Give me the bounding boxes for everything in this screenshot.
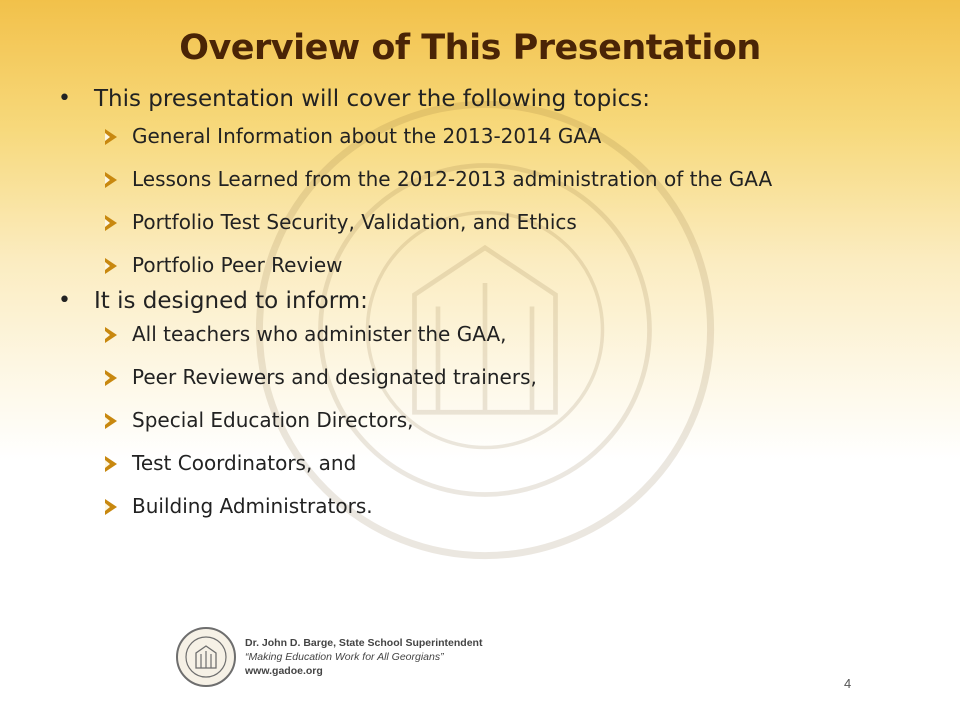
arrow-bullet-icon — [105, 413, 117, 429]
list-item: Building Administrators. — [105, 492, 916, 521]
arrow-bullet-icon — [105, 129, 117, 145]
list-item: General Information about the 2013-2014 GAA — [105, 122, 916, 151]
bullet-dot-icon: • — [58, 86, 71, 111]
website-link[interactable]: www.gadoe.org — [245, 665, 323, 677]
arrow-bullet-icon — [105, 327, 117, 343]
list-item: Lessons Learned from the 2012-2013 administration of the GAA — [105, 165, 916, 194]
audience-list — [56, 320, 916, 521]
topics-heading: This presentation will cover the following topics: — [94, 86, 650, 112]
slide-content — [56, 82, 916, 535]
list-item: Test Coordinators, and — [105, 449, 916, 478]
arrow-bullet-icon — [105, 258, 117, 274]
motto-line: “Making Education Work for All Georgians” — [245, 651, 444, 663]
list-item: Special Education Directors, — [105, 406, 916, 435]
footer-text — [245, 636, 495, 678]
arrow-bullet-icon — [105, 215, 117, 231]
list-item: Portfolio Test Security, Validation, and Ethics — [105, 208, 916, 237]
slide-title: Overview of This Presentation — [179, 28, 761, 68]
department-seal-icon — [175, 626, 237, 688]
list-item: Portfolio Peer Review — [105, 251, 916, 280]
topics-list — [56, 122, 916, 280]
list-item: All teachers who administer the GAA, — [105, 320, 916, 349]
audience-heading: It is designed to inform: — [94, 288, 368, 314]
page-number: 4 — [844, 676, 852, 691]
arrow-bullet-icon — [105, 370, 117, 386]
superintendent-line: Dr. John D. Barge, State School Superintendent — [245, 637, 483, 649]
arrow-bullet-icon — [105, 499, 117, 515]
bullet-dot-icon: • — [58, 288, 71, 313]
list-item: Peer Reviewers and designated trainers, — [105, 363, 916, 392]
arrow-bullet-icon — [105, 456, 117, 472]
bullet-audience — [56, 284, 916, 318]
footer-branding — [175, 626, 495, 692]
arrow-bullet-icon — [105, 172, 117, 188]
bullet-topics — [56, 82, 916, 116]
